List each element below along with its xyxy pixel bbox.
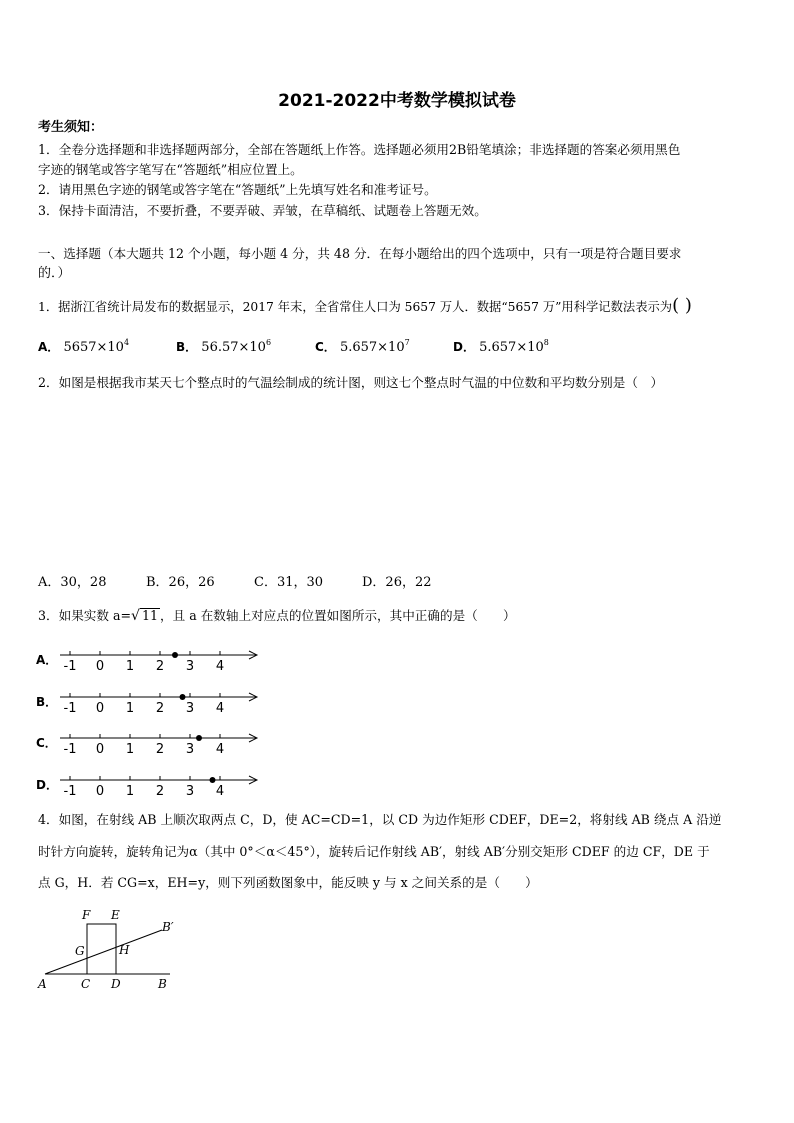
number-line-tick-label: 4 <box>215 784 225 799</box>
number-line-tick-label: -1 <box>63 742 77 757</box>
number-line <box>56 773 266 799</box>
q1-stem-text: 1．据浙江省统计局发布的数据显示，2017 年末，全省常住人口为 5657 万人．数据“5657 万”用科学记数法表示为 <box>38 300 673 314</box>
q1-option-c[interactable] <box>315 338 410 355</box>
label-e: E <box>111 908 120 922</box>
q4-line1: 4．如图，在射线 AB 上顺次取两点 C，D，使 AC=CD=1，以 CD 为边作矩形 CDEF，DE=2，将射线 AB 绕点 A 沿逆 <box>38 812 722 827</box>
number-line-tick-label: 2 <box>155 659 165 674</box>
q1-answer-paren: ( ) <box>672 295 692 316</box>
number-line-tick-label: 0 <box>95 701 105 716</box>
number-line <box>56 731 266 757</box>
q3-option-label: B． <box>36 695 58 709</box>
q3-radicand: 11 <box>141 608 158 623</box>
q1-option-exp: 4 <box>123 338 130 347</box>
number-line-tick-label: 3 <box>185 784 195 799</box>
number-line-tick-label: 2 <box>155 742 165 757</box>
q3-option-label: D． <box>36 778 58 792</box>
notice-heading: 考生须知： <box>38 120 104 135</box>
number-line <box>56 648 266 674</box>
q2-option-a[interactable]: A．30，28 <box>38 575 107 590</box>
notice-line-3: 3．保持卡面清洁，不要折叠，不要弄破、弄皱，在草稿纸、试题卷上答题无效。 <box>38 203 487 218</box>
label-b: B <box>158 977 167 991</box>
number-line-tick-label: 1 <box>125 742 135 757</box>
notice-line-1a: 1．全卷分选择题和非选择题两部分，全部在答题纸上作答。选择题必须用2B铅笔填涂；非选择题的答案必须用黑色 <box>38 142 681 157</box>
q3-option-label: A． <box>36 653 58 667</box>
sqrt-icon: √ <box>131 608 140 624</box>
point-a-marker <box>172 652 178 658</box>
q3-stem-b: ，且 a 在数轴上对应点的位置如图所示，其中正确的是（ ） <box>160 608 516 623</box>
label-g: G <box>75 944 85 958</box>
q1-option-b[interactable] <box>176 338 271 355</box>
q1-option-base: 5.657×10 <box>479 340 544 355</box>
label-a: A <box>38 977 47 991</box>
label-d: D <box>111 977 121 991</box>
q3-option-label: C． <box>36 736 57 750</box>
section1-line2: 的．） <box>38 266 71 281</box>
ray-ab-prime <box>45 930 162 974</box>
q2-option-c[interactable]: C．31，30 <box>254 575 324 590</box>
q1-option-exp: 6 <box>265 338 272 347</box>
q2-option-b[interactable]: B．26，26 <box>146 575 215 590</box>
number-line-tick-label: 4 <box>215 701 225 716</box>
q1-option-base: 56.57×10 <box>201 340 266 355</box>
point-a-marker <box>210 777 216 783</box>
number-line-tick-label: 2 <box>155 701 165 716</box>
q1-option-label: B． <box>176 340 198 354</box>
q3-stem <box>38 606 516 626</box>
q3-stem-a: 3．如果实数 a= <box>38 608 132 623</box>
section1-line1: 一、选择题（本大题共 12 个小题，每小题 4 分，共 48 分．在每小题给出的四个选项中，只有一项是符合题目要求 <box>38 246 682 261</box>
notice-line-1b: 字迹的钢笔或答字笔写在“答题纸”相应位置上。 <box>38 162 303 177</box>
point-a-marker <box>196 735 202 741</box>
number-line-tick-label: 4 <box>215 742 225 757</box>
number-line-tick-label: 0 <box>95 742 105 757</box>
number-line-tick-label: 0 <box>95 784 105 799</box>
number-line-tick-label: -1 <box>63 784 77 799</box>
q2-option-d[interactable]: D．26，22 <box>362 575 432 590</box>
q1-option-label: A． <box>38 340 60 354</box>
notice-line-2: 2．请用黑色字迹的钢笔或答字笔在“答题纸”上先填写姓名和准考证号。 <box>38 182 437 197</box>
q1-option-exp: 7 <box>404 338 410 347</box>
q2-stem: 2．如图是根据我市某天七个整点时的气温绘制成的统计图，则这七个整点时气温的中位数和平均数分别是（ ） <box>38 375 664 390</box>
number-line-tick-label: 1 <box>125 701 135 716</box>
q1-option-exp: 8 <box>543 338 549 347</box>
label-c: C <box>81 977 91 991</box>
label-h: H <box>119 943 130 957</box>
number-line-tick-label: 4 <box>215 659 225 674</box>
number-line <box>56 690 266 716</box>
q1-option-label: D． <box>453 340 475 354</box>
point-a-marker <box>180 694 186 700</box>
page-title: 2021-2022中考数学模拟试卷 <box>278 91 516 111</box>
q1-stem <box>38 296 692 317</box>
q4-line3: 点 G，H．若 CG=x，EH=y，则下列函数图象中，能反映 y 与 x 之间关系的是（ ） <box>38 875 538 890</box>
number-line-tick-label: -1 <box>63 659 77 674</box>
number-line-tick-label: 1 <box>125 659 135 674</box>
number-line-tick-label: 3 <box>185 701 195 716</box>
label-f: F <box>82 908 91 922</box>
number-line-tick-label: -1 <box>63 701 77 716</box>
q4-rectangle-figure <box>30 900 190 995</box>
number-line-tick-label: 2 <box>155 784 165 799</box>
number-line-tick-label: 1 <box>125 784 135 799</box>
label-b-prime: B′ <box>162 920 174 934</box>
q1-option-label: C． <box>315 340 336 354</box>
number-line-tick-label: 3 <box>185 742 195 757</box>
q1-option-a[interactable] <box>38 338 129 355</box>
q1-option-d[interactable] <box>453 338 549 355</box>
q1-option-base: 5657×10 <box>63 340 124 355</box>
q1-option-base: 5.657×10 <box>339 340 405 355</box>
number-line-tick-label: 3 <box>185 659 195 674</box>
number-line-tick-label: 0 <box>95 659 105 674</box>
q4-line2: 时针方向旋转，旋转角记为α（其中 0°＜α＜45°），旋转后记作射线 AB′，射线 AB′分别交矩形 CDEF 的边 CF，DE 于 <box>38 844 710 859</box>
